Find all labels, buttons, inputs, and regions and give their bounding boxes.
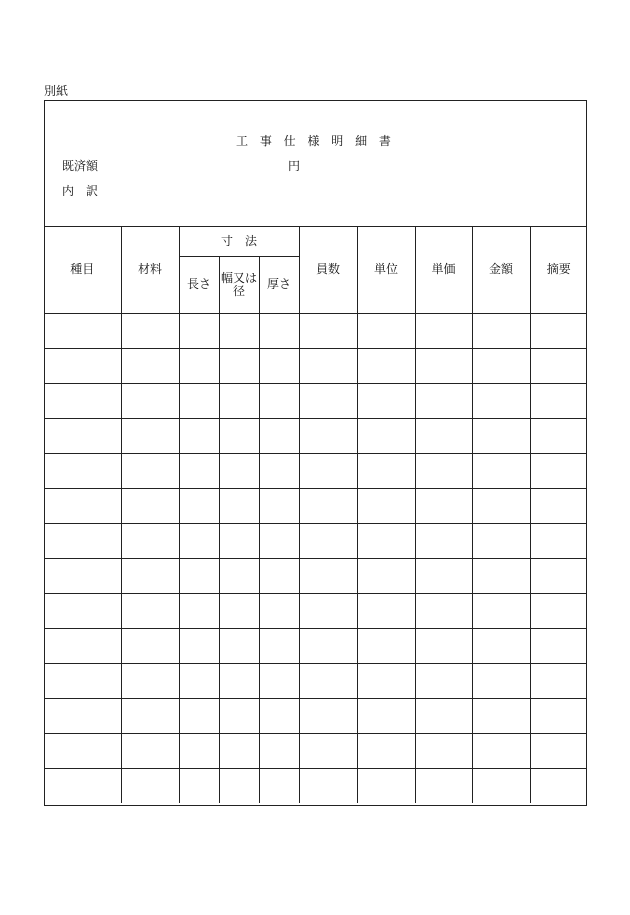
cell-unit-price[interactable] [415,418,472,453]
document-title: 工 事 仕 様 明 細 書 [236,134,395,148]
cell-amount[interactable] [472,383,530,418]
table-row [44,593,587,628]
cell-unit-price[interactable] [415,768,472,803]
cell-unit-price[interactable] [415,488,472,523]
cell-width[interactable] [219,383,259,418]
cell-width[interactable] [219,628,259,663]
col-header-length: 長さ [179,256,219,313]
cell-length[interactable] [179,348,219,383]
cell-amount[interactable] [472,768,530,803]
cell-remarks[interactable] [530,768,587,803]
cell-unit[interactable] [357,453,415,488]
cell-amount[interactable] [472,628,530,663]
cell-count[interactable] [299,418,357,453]
cell-unit[interactable] [357,733,415,768]
col-header-thickness: 厚さ [259,256,299,313]
table-row [44,348,587,383]
cell-unit[interactable] [357,768,415,803]
table-row [44,313,587,348]
table-row [44,558,587,593]
cell-length[interactable] [179,663,219,698]
cell-width[interactable] [219,663,259,698]
cell-amount[interactable] [472,453,530,488]
cell-unit-price[interactable] [415,383,472,418]
cell-unit-price[interactable] [415,523,472,558]
cell-count[interactable] [299,383,357,418]
cell-material[interactable] [121,348,179,383]
cell-unit-price[interactable] [415,663,472,698]
cell-remarks[interactable] [530,628,587,663]
col-header-count: 員数 [299,227,357,313]
cell-material[interactable] [121,523,179,558]
cell-material[interactable] [121,453,179,488]
col-header-material: 材料 [121,227,179,313]
cell-count[interactable] [299,663,357,698]
cell-type[interactable] [44,558,121,593]
cell-unit-price[interactable] [415,348,472,383]
cell-material[interactable] [121,698,179,733]
cell-unit-price[interactable] [415,313,472,348]
col-header-unit-price: 単価 [415,227,472,313]
cell-unit[interactable] [357,418,415,453]
cell-count[interactable] [299,348,357,383]
cell-type[interactable] [44,768,121,803]
cell-material[interactable] [121,313,179,348]
cell-type[interactable] [44,733,121,768]
cell-amount[interactable] [472,418,530,453]
cell-count[interactable] [299,698,357,733]
cell-unit[interactable] [357,488,415,523]
cell-unit[interactable] [357,663,415,698]
col-header-width-line1: 幅又は [220,270,257,285]
cell-amount[interactable] [472,593,530,628]
cell-amount[interactable] [472,558,530,593]
col-header-width [219,256,259,313]
cell-count[interactable] [299,628,357,663]
cell-length[interactable] [179,313,219,348]
cell-unit-price[interactable] [415,628,472,663]
table-row [44,418,587,453]
table-row [44,663,587,698]
cell-thickness[interactable] [259,453,299,488]
cell-material[interactable] [121,768,179,803]
cell-amount[interactable] [472,733,530,768]
cell-material[interactable] [121,558,179,593]
cell-material[interactable] [121,383,179,418]
cell-width[interactable] [219,348,259,383]
cell-unit[interactable] [357,593,415,628]
cell-unit-price[interactable] [415,698,472,733]
cell-remarks[interactable] [530,558,587,593]
cell-length[interactable] [179,488,219,523]
cell-thickness[interactable] [259,663,299,698]
cell-length[interactable] [179,383,219,418]
col-header-width-line2: 径 [232,283,245,298]
cell-length[interactable] [179,523,219,558]
cell-count[interactable] [299,453,357,488]
specification-form [44,100,587,806]
cell-unit[interactable] [357,558,415,593]
cell-material[interactable] [121,593,179,628]
cell-width[interactable] [219,558,259,593]
cell-material[interactable] [121,628,179,663]
cell-remarks[interactable] [530,488,587,523]
cell-type[interactable] [44,453,121,488]
table-row [44,698,587,733]
cell-type[interactable] [44,488,121,523]
col-header-amount: 金額 [472,227,530,313]
cell-width[interactable] [219,733,259,768]
cell-length[interactable] [179,698,219,733]
cell-width[interactable] [219,418,259,453]
cell-material[interactable] [121,663,179,698]
cell-unit[interactable] [357,698,415,733]
cell-amount[interactable] [472,523,530,558]
cell-type[interactable] [44,593,121,628]
cell-unit[interactable] [357,348,415,383]
cell-width[interactable] [219,488,259,523]
cell-thickness[interactable] [259,313,299,348]
attachment-label: 別紙 [44,84,69,98]
cell-remarks[interactable] [530,698,587,733]
cell-length[interactable] [179,418,219,453]
cell-type[interactable] [44,348,121,383]
table-row [44,628,587,663]
cell-count[interactable] [299,593,357,628]
cell-remarks[interactable] [530,348,587,383]
cell-count[interactable] [299,733,357,768]
cell-thickness[interactable] [259,628,299,663]
col-header-remarks: 摘要 [530,227,587,313]
cell-amount[interactable] [472,348,530,383]
cell-thickness[interactable] [259,418,299,453]
cell-thickness[interactable] [259,558,299,593]
cell-amount[interactable] [472,663,530,698]
cell-remarks[interactable] [530,593,587,628]
cell-thickness[interactable] [259,523,299,558]
cell-length[interactable] [179,768,219,803]
cell-unit[interactable] [357,383,415,418]
cell-thickness[interactable] [259,488,299,523]
cell-remarks[interactable] [530,383,587,418]
cell-type[interactable] [44,383,121,418]
cell-width[interactable] [219,593,259,628]
table-row [44,768,587,803]
cell-thickness[interactable] [259,593,299,628]
col-header-dimensions: 寸 法 [179,227,299,256]
breakdown-label: 内 訳 [62,184,99,198]
cell-thickness[interactable] [259,348,299,383]
cell-material[interactable] [121,733,179,768]
cell-count[interactable] [299,558,357,593]
cell-type[interactable] [44,628,121,663]
cell-material[interactable] [121,418,179,453]
cell-type[interactable] [44,698,121,733]
cell-count[interactable] [299,523,357,558]
cell-count[interactable] [299,488,357,523]
table-row [44,733,587,768]
yen-unit: 円 [288,159,301,173]
cell-unit-price[interactable] [415,453,472,488]
table-row [44,523,587,558]
table-row [44,488,587,523]
cell-unit[interactable] [357,313,415,348]
cell-length[interactable] [179,593,219,628]
cell-thickness[interactable] [259,733,299,768]
specification-table [44,227,587,803]
cell-remarks[interactable] [530,663,587,698]
cell-amount[interactable] [472,698,530,733]
cell-unit[interactable] [357,628,415,663]
cell-thickness[interactable] [259,383,299,418]
cell-width[interactable] [219,313,259,348]
cell-remarks[interactable] [530,313,587,348]
cell-remarks[interactable] [530,418,587,453]
cell-remarks[interactable] [530,733,587,768]
cell-amount[interactable] [472,488,530,523]
table-row [44,453,587,488]
cell-amount[interactable] [472,313,530,348]
cell-width[interactable] [219,453,259,488]
cell-width[interactable] [219,523,259,558]
cell-length[interactable] [179,628,219,663]
cell-material[interactable] [121,488,179,523]
cell-thickness[interactable] [259,698,299,733]
form-header [45,101,586,227]
cell-width[interactable] [219,768,259,803]
cell-length[interactable] [179,733,219,768]
cell-count[interactable] [299,313,357,348]
cell-thickness[interactable] [259,768,299,803]
cell-unit-price[interactable] [415,733,472,768]
cell-remarks[interactable] [530,453,587,488]
cell-unit[interactable] [357,523,415,558]
cell-type[interactable] [44,313,121,348]
cell-type[interactable] [44,663,121,698]
settled-amount-label: 既済額 [62,159,99,173]
cell-remarks[interactable] [530,523,587,558]
cell-type[interactable] [44,418,121,453]
cell-unit-price[interactable] [415,558,472,593]
cell-count[interactable] [299,768,357,803]
cell-unit-price[interactable] [415,593,472,628]
col-header-type: 種目 [44,227,121,313]
cell-length[interactable] [179,453,219,488]
col-header-unit: 単位 [357,227,415,313]
cell-width[interactable] [219,698,259,733]
cell-length[interactable] [179,558,219,593]
cell-type[interactable] [44,523,121,558]
table-row [44,383,587,418]
